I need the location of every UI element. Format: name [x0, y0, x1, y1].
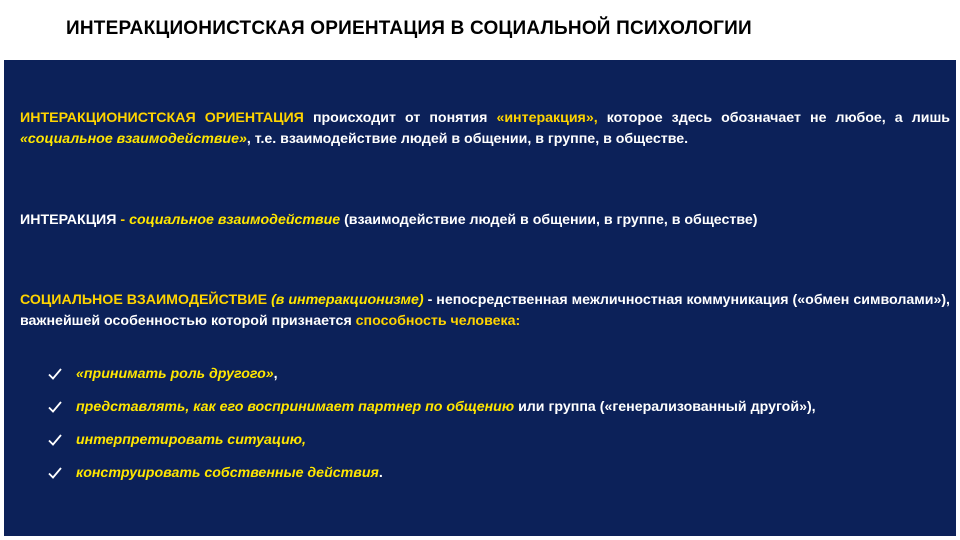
definition-interaction: социальное взаимодействие	[129, 212, 341, 228]
checkmark-icon	[48, 466, 62, 480]
quote-social-interaction: «социальное взаимодействие»	[20, 131, 247, 147]
p3-highlight: способность человека:	[355, 313, 521, 329]
checkmark-icon	[48, 400, 62, 414]
term-orientation: ИНТЕРАКЦИОНИСТСКАЯ ОРИЕНТАЦИЯ	[20, 110, 304, 126]
ability-list	[48, 364, 950, 484]
paragraph-orientation	[20, 108, 950, 150]
list-item	[48, 463, 950, 484]
bullet-2-emph: представлять, как его воспринимает партнер по общению	[76, 399, 515, 415]
bullet-1-end: ,	[273, 366, 278, 382]
bullet-2-rest: или группа («генерализованный другой»),	[514, 399, 816, 415]
header	[0, 0, 960, 60]
bullet-1-emph: «принимать	[76, 366, 167, 382]
list-item	[48, 397, 950, 418]
bullet-1-rest: роль другого»	[166, 366, 274, 382]
term-social-interaction: СОЦИАЛЬНОЕ ВЗАИМОДЕЙСТВИЕ	[20, 292, 268, 308]
p3-parenthetical: (в интеракционизме)	[267, 292, 424, 308]
paragraph-interaction	[20, 210, 950, 231]
p2-dash: -	[116, 212, 130, 228]
quote-interaction: «интеракция»,	[496, 110, 598, 126]
p2-rest: (взаимодействие людей в общении, в группе, в обществе)	[340, 212, 758, 228]
bullet-3-emph: интерпретировать ситуацию,	[76, 432, 306, 448]
list-item	[48, 430, 950, 451]
p1-text-3: , т.е. взаимодействие людей в общении, в группе, в обществе.	[246, 131, 689, 147]
p3-rest: - непосредственная межличностная коммуникация («обмен символами»), важнейшей особенностью которой признается	[20, 292, 950, 329]
page-title: ИНТЕРАКЦИОНИСТСКАЯ ОРИЕНТАЦИЯ В СОЦИАЛЬНОЙ ПСИХОЛОГИИ	[66, 18, 752, 39]
term-interaction: ИНТЕРАКЦИЯ	[20, 212, 117, 228]
checkmark-icon	[48, 367, 62, 381]
list-item	[48, 364, 950, 385]
checkmark-icon	[48, 433, 62, 447]
bullet-4-rest: .	[378, 465, 383, 481]
bullet-4-emph: конструировать собственные действия	[76, 465, 379, 481]
paragraph-social-interaction	[20, 290, 950, 332]
p1-text-2: которое здесь обозначает не любое, а лишь	[597, 110, 951, 126]
p1-text-1: происходит от понятия	[303, 110, 497, 126]
